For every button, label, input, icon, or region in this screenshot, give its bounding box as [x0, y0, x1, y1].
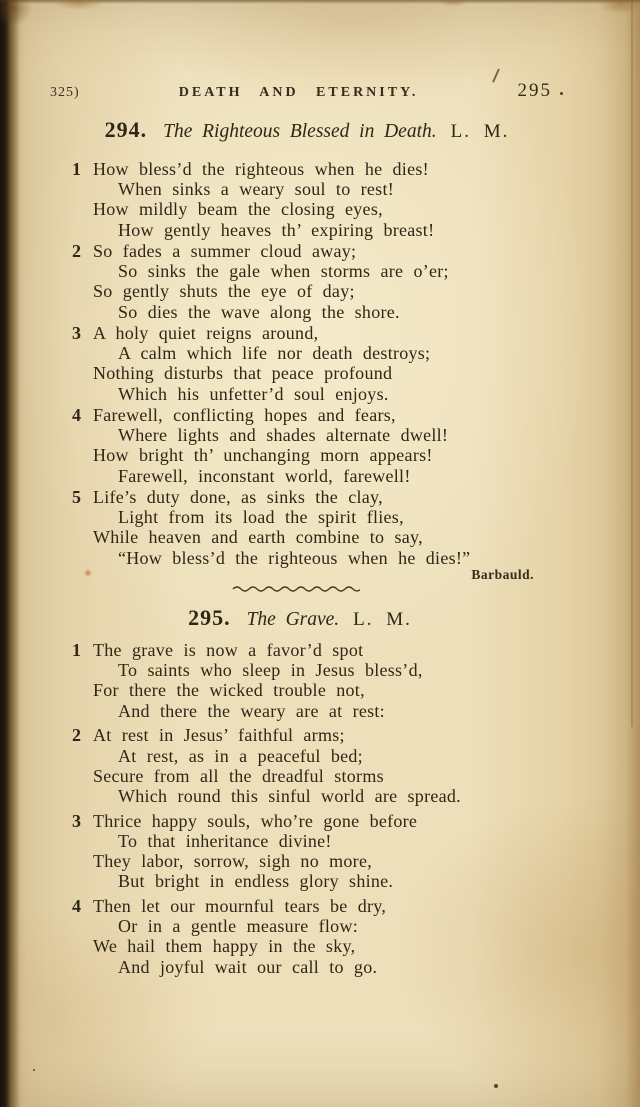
verse-line: While heaven and earth combine to say, — [93, 527, 423, 548]
top-stain — [52, 0, 104, 10]
verse-line — [72, 323, 640, 343]
hymn-name: The Grave. — [246, 609, 340, 630]
verse-line: Which round this sinful world are spread. — [118, 785, 461, 806]
author-attribution: Barbauld. — [471, 567, 534, 582]
stanza-3 — [72, 323, 640, 404]
verse-line: How gently heaves th’ expiring breast! — [118, 219, 435, 240]
stanza-4 — [72, 405, 640, 486]
verse-line: At rest, as in a peaceful bed; — [118, 745, 363, 766]
verse-line: “How bless’d the righteous when he dies!” — [118, 547, 471, 568]
stanza-5 — [72, 487, 640, 568]
stanza-number: 5 — [72, 487, 82, 507]
page-body — [0, 116, 640, 981]
verse-line: We hail them happy in the sky, — [93, 936, 356, 957]
verse-line: To saints who sleep in Jesus bless’d, — [118, 660, 423, 681]
top-stain — [598, 0, 640, 14]
verse-line — [72, 241, 640, 261]
verse-line: Where lights and shades alternate dwell! — [118, 425, 449, 446]
verse-line: Nothing disturbs that peace profound — [93, 363, 393, 384]
hymn-meter: L. M. — [450, 121, 510, 142]
hymn-number: 294. — [104, 117, 148, 142]
verse-text: Thrice happy souls, who’re gone before — [93, 810, 418, 831]
squiggle-separator — [232, 584, 360, 593]
verse-line: So sinks the gale when storms are o’er; — [118, 261, 449, 282]
ink-speck — [494, 1084, 498, 1088]
page-number: 295 — [517, 80, 552, 101]
verse-line: How bright th’ unchanging morn appears! — [93, 445, 433, 466]
stanza-1 — [72, 159, 640, 240]
verse-line — [72, 725, 640, 746]
folio-note: 325) — [50, 85, 80, 100]
top-stain — [438, 0, 468, 7]
hymn-295-title — [0, 604, 640, 634]
stanza-number: 4 — [72, 895, 82, 916]
stanza-1 — [72, 640, 640, 721]
hymn-295-stanzas — [0, 640, 640, 977]
verse-line: So gently shuts the eye of day; — [93, 281, 355, 302]
verse-line: Farewell, inconstant world, farewell! — [118, 465, 411, 486]
stanza-4 — [72, 895, 640, 977]
verse-text: How bless’d the righteous when he dies! — [93, 159, 429, 179]
verse-line: And joyful wait our call to go. — [118, 956, 378, 977]
verse-line — [72, 487, 640, 507]
section-running-head: DEATH AND ETERNITY. — [178, 85, 419, 100]
hymn-number: 295. — [188, 605, 231, 630]
hymn-name: The Righteous Blessed in Death. — [163, 121, 437, 142]
verse-line — [72, 159, 640, 179]
verse-text: Life’s duty done, as sinks the clay, — [93, 487, 383, 507]
verse-text: The grave is now a favor’d spot — [93, 640, 364, 660]
verse-line — [72, 405, 640, 425]
stanza-number: 1 — [72, 159, 82, 179]
verse-text: A holy quiet reigns around, — [93, 323, 319, 343]
verse-text: At rest in Jesus’ faithful arms; — [93, 725, 345, 746]
verse-line: A calm which life nor death destroys; — [118, 343, 431, 364]
stanza-number: 1 — [72, 640, 82, 660]
stanza-number: 4 — [72, 405, 82, 425]
verse-line — [72, 810, 640, 831]
verse-line: They labor, sorrow, sigh no more, — [93, 851, 372, 872]
hymn-294 — [0, 116, 640, 582]
verse-line: Secure from all the dreadful storms — [93, 765, 384, 786]
stanza-2 — [72, 241, 640, 322]
ink-speck — [560, 92, 563, 95]
verse-line: But bright in endless glory shine. — [118, 871, 394, 892]
verse-line: So dies the wave along the shore. — [118, 301, 400, 322]
running-header — [50, 80, 552, 102]
verse-text: Farewell, conflicting hopes and fears, — [93, 405, 396, 425]
hymn-295 — [0, 604, 640, 977]
hymn-294-stanzas — [0, 159, 640, 568]
stanza-number: 3 — [72, 810, 82, 831]
verse-line: And there the weary are at rest: — [118, 700, 385, 721]
verse-text: So fades a summer cloud away; — [93, 241, 357, 261]
verse-line: Or in a gentle measure flow: — [118, 916, 358, 937]
hymn-294-title — [0, 116, 640, 146]
ink-speck — [33, 1069, 35, 1071]
verse-line — [72, 640, 640, 660]
stanza-number: 3 — [72, 323, 82, 343]
stanza-3 — [72, 810, 640, 892]
hymn-meter: L. M. — [353, 609, 412, 630]
verse-line: How mildly beam the closing eyes, — [93, 199, 383, 220]
stanza-number: 2 — [72, 241, 82, 261]
verse-line: Light from its load the spirit flies, — [118, 507, 404, 528]
stanza-number: 2 — [72, 725, 82, 746]
verse-line — [72, 895, 640, 916]
verse-line: When sinks a weary soul to rest! — [118, 179, 394, 200]
verse-line: Which his unfetter’d soul enjoys. — [118, 383, 389, 404]
corner-stain — [0, 0, 32, 26]
verse-line: To that inheritance divine! — [118, 830, 332, 851]
verse-line: For there the wicked trouble not, — [93, 680, 365, 701]
verse-text: Then let our mournful tears be dry, — [93, 895, 387, 916]
stanza-2 — [72, 725, 640, 806]
